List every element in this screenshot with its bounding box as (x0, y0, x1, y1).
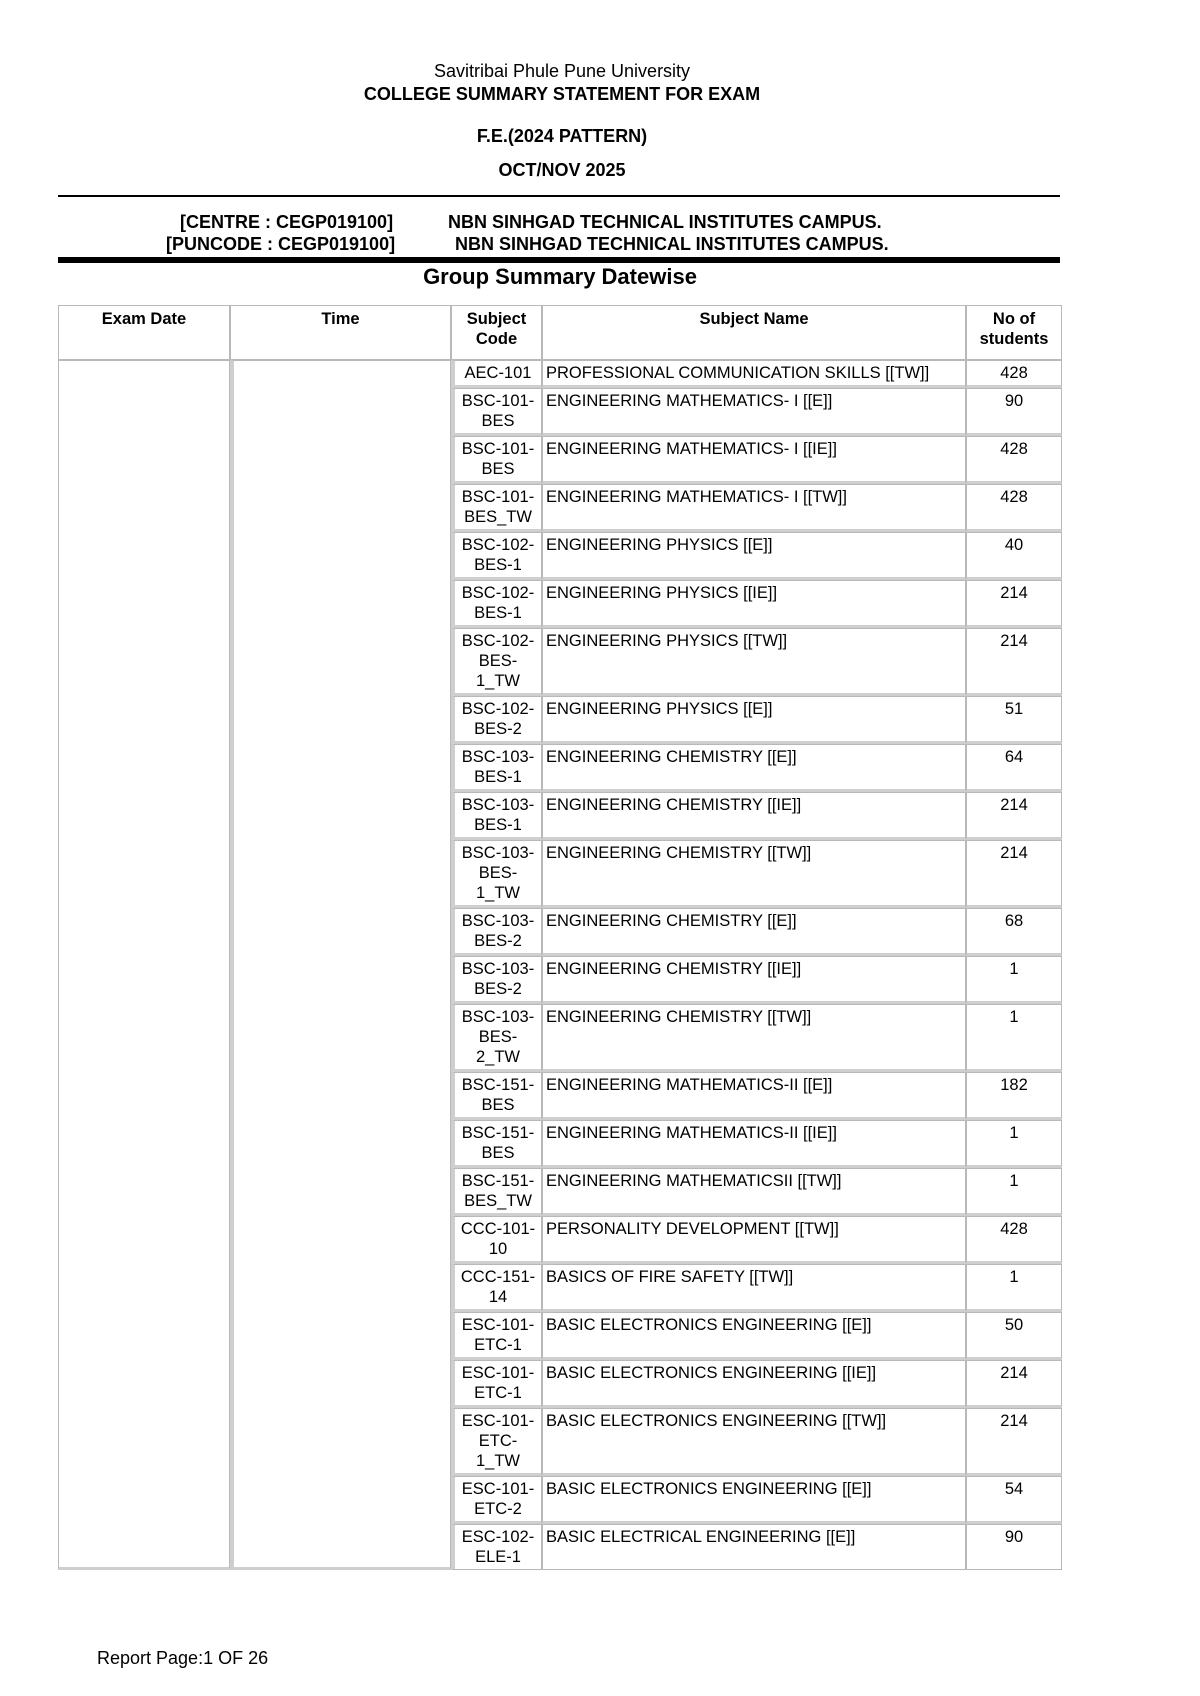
subject-code-cell: BSC-101-BES_TW (451, 484, 542, 532)
centre-code: [CENTRE : CEGP019100] (180, 212, 394, 232)
subject-name-cell: ENGINEERING MATHEMATICS- I [[TW]] (542, 484, 966, 532)
student-count-cell: 1 (966, 1120, 1062, 1168)
subject-code-cell: BSC-103-BES-1 (451, 744, 542, 792)
subject-code-cell: BSC-103-BES-1_TW (451, 840, 542, 908)
subject-name-cell: ENGINEERING MATHEMATICSII [[TW]] (542, 1168, 966, 1216)
student-count-cell: 1 (966, 1004, 1062, 1072)
subject-name-cell: ENGINEERING PHYSICS [[IE]] (542, 580, 966, 628)
student-count-cell: 90 (966, 388, 1062, 436)
exam-session: OCT/NOV 2025 (498, 160, 626, 180)
subject-name-cell: ENGINEERING CHEMISTRY [[IE]] (542, 792, 966, 840)
subject-code-cell: BSC-102-BES-1 (451, 532, 542, 580)
subject-code-cell: BSC-103-BES-2_TW (451, 1004, 542, 1072)
subject-name-cell: ENGINEERING CHEMISTRY [[IE]] (542, 956, 966, 1004)
subject-name-cell: BASIC ELECTRICAL ENGINEERING [[E]] (542, 1524, 966, 1570)
student-count-cell: 214 (966, 628, 1062, 696)
exam-date-cell (58, 360, 230, 1570)
subject-name-cell: BASIC ELECTRONICS ENGINEERING [[E]] (542, 1312, 966, 1360)
col-subject-name: Subject Name (542, 305, 966, 360)
puncode: [PUNCODE : CEGP019100] (166, 234, 396, 254)
subject-name-cell: ENGINEERING CHEMISTRY [[TW]] (542, 840, 966, 908)
student-count-cell: 214 (966, 1408, 1062, 1476)
subject-code-cell: BSC-101-BES (451, 388, 542, 436)
subject-code-cell: CCC-151-14 (451, 1264, 542, 1312)
subject-code-cell: ESC-101-ETC-2 (451, 1476, 542, 1524)
centre-name: NBN SINHGAD TECHNICAL INSTITUTES CAMPUS. (448, 212, 882, 232)
subject-code-cell: ESC-101-ETC-1_TW (451, 1408, 542, 1476)
student-count-cell: 1 (966, 956, 1062, 1004)
centre-divider (58, 257, 1060, 263)
table-body (58, 360, 1062, 1570)
subject-code-cell: BSC-103-BES-2 (451, 956, 542, 1004)
puncode-name: NBN SINHGAD TECHNICAL INSTITUTES CAMPUS. (455, 234, 889, 254)
student-count-cell: 1 (966, 1168, 1062, 1216)
student-count-cell: 64 (966, 744, 1062, 792)
student-count-cell: 51 (966, 696, 1062, 744)
subject-code-cell: BSC-103-BES-2 (451, 908, 542, 956)
subject-code-cell: BSC-102-BES-1 (451, 580, 542, 628)
report-title: COLLEGE SUMMARY STATEMENT FOR EXAM (363, 84, 761, 104)
header-divider (58, 195, 1060, 197)
exam-pattern: F.E.(2024 PATTERN) (476, 126, 648, 146)
subject-code-cell: ESC-101-ETC-1 (451, 1360, 542, 1408)
subject-name-cell: ENGINEERING MATHEMATICS- I [[E]] (542, 388, 966, 436)
subject-code-cell: AEC-101 (451, 360, 542, 388)
student-count-cell: 428 (966, 436, 1062, 484)
page-footer: Report Page:1 OF 26 (97, 1648, 269, 1668)
student-count-cell: 214 (966, 840, 1062, 908)
subject-name-cell: BASIC ELECTRONICS ENGINEERING [[TW]] (542, 1408, 966, 1476)
table-header-row (58, 305, 1062, 360)
subject-name-cell: PROFESSIONAL COMMUNICATION SKILLS [[TW]] (542, 360, 966, 388)
table-row (58, 360, 1062, 388)
col-time: Time (230, 305, 451, 360)
col-exam-date: Exam Date (58, 305, 230, 360)
student-count-cell: 428 (966, 360, 1062, 388)
subject-code-cell: BSC-151-BES (451, 1120, 542, 1168)
subject-code-cell: BSC-151-BES_TW (451, 1168, 542, 1216)
group-summary-table (58, 305, 1062, 1570)
subject-code-cell: BSC-103-BES-1 (451, 792, 542, 840)
subject-code-cell: BSC-151-BES (451, 1072, 542, 1120)
subject-code-cell: BSC-101-BES (451, 436, 542, 484)
subject-name-cell: ENGINEERING MATHEMATICS- I [[IE]] (542, 436, 966, 484)
student-count-cell: 54 (966, 1476, 1062, 1524)
subject-code-cell: BSC-102-BES-2 (451, 696, 542, 744)
student-count-cell: 214 (966, 580, 1062, 628)
student-count-cell: 40 (966, 532, 1062, 580)
subject-code-cell: ESC-102-ELE-1 (451, 1524, 542, 1570)
student-count-cell: 68 (966, 908, 1062, 956)
student-count-cell: 90 (966, 1524, 1062, 1570)
subject-name-cell: BASIC ELECTRONICS ENGINEERING [[E]] (542, 1476, 966, 1524)
col-no-of-students: No of students (966, 305, 1062, 360)
subject-name-cell: ENGINEERING CHEMISTRY [[TW]] (542, 1004, 966, 1072)
section-title: Group Summary Datewise (423, 264, 697, 289)
subject-name-cell: ENGINEERING PHYSICS [[E]] (542, 696, 966, 744)
student-count-cell: 1 (966, 1264, 1062, 1312)
subject-name-cell: BASICS OF FIRE SAFETY [[TW]] (542, 1264, 966, 1312)
subject-name-cell: ENGINEERING MATHEMATICS-II [[IE]] (542, 1120, 966, 1168)
student-count-cell: 214 (966, 792, 1062, 840)
student-count-cell: 428 (966, 1216, 1062, 1264)
subject-name-cell: ENGINEERING PHYSICS [[TW]] (542, 628, 966, 696)
subject-name-cell: ENGINEERING PHYSICS [[E]] (542, 532, 966, 580)
student-count-cell: 214 (966, 1360, 1062, 1408)
subject-name-cell: BASIC ELECTRONICS ENGINEERING [[IE]] (542, 1360, 966, 1408)
subject-name-cell: ENGINEERING MATHEMATICS-II [[E]] (542, 1072, 966, 1120)
subject-code-cell: BSC-102-BES-1_TW (451, 628, 542, 696)
subject-code-cell: ESC-101-ETC-1 (451, 1312, 542, 1360)
student-count-cell: 428 (966, 484, 1062, 532)
student-count-cell: 182 (966, 1072, 1062, 1120)
time-cell (230, 360, 451, 1570)
subject-code-cell: CCC-101-10 (451, 1216, 542, 1264)
subject-name-cell: ENGINEERING CHEMISTRY [[E]] (542, 908, 966, 956)
col-subject-code: Subject Code (451, 305, 542, 360)
subject-name-cell: ENGINEERING CHEMISTRY [[E]] (542, 744, 966, 792)
university-name: Savitribai Phule Pune University (433, 61, 691, 81)
subject-name-cell: PERSONALITY DEVELOPMENT [[TW]] (542, 1216, 966, 1264)
student-count-cell: 50 (966, 1312, 1062, 1360)
